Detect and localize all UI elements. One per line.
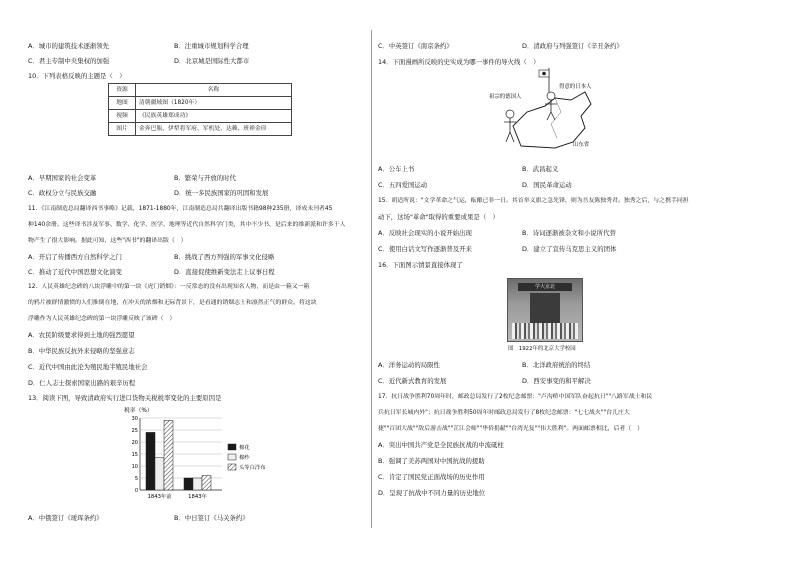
table-cell: 地图 [109, 97, 136, 110]
q10-option-b: B．繁荣与开放的时代 [174, 174, 236, 182]
column-divider [371, 30, 372, 528]
q15-option-a: A．反映社会现实的小说开始出现 [378, 229, 472, 237]
q9-option-a: A．城市的建筑技术逐渐领先 [28, 42, 110, 50]
x-tick-label: 1843年前 [147, 494, 172, 500]
y-tick-label: 10 [131, 464, 138, 470]
y-tick-label: 30 [131, 416, 138, 422]
bar [184, 478, 193, 490]
q16-option-c: C．近代新式教育的发展 [378, 377, 447, 385]
q12-stem-line: 12．人民英雄纪念碑的八块浮雕中的第一块《虎门销烟》：一反常态的没有出现知名人物，而是由一箱又一箱 [28, 284, 310, 290]
q9-option-c: C．君主专制中央集权的加强 [28, 57, 110, 65]
q13-stem: 13．阅读下图，导致清政府实行进口货物关税税率变化的主要原因是 [28, 394, 222, 402]
photo-sign [518, 283, 572, 291]
q15-option-c: C．使用白话文写作逐渐普及开来 [378, 245, 472, 253]
table-cell: 视频 [109, 110, 136, 123]
q17-stem-line: 兵抗日军长城内外"；抗日战争胜利50周年时邮政总局发行了8枚纪念邮票："七七战火""台儿庄大 [378, 410, 630, 416]
table-row [109, 123, 292, 136]
cartoon-label-japanese: 得意的日本人 [559, 84, 592, 90]
q16-stem: 16．下面图示情景直接体现了 [378, 261, 463, 269]
x-tick-label: 1843年 [188, 494, 207, 500]
peking-university-photo [507, 278, 583, 342]
q9-option-b: B．注重城市规划科学合理 [174, 42, 249, 50]
table-header-cell: 资源 [109, 84, 136, 97]
q12-stem-line: 浮雕作为人民英雄纪念碑的第一块浮雕反映了该碑（ ） [28, 316, 176, 322]
table-cell: 清朝疆域图（1820年） [136, 97, 292, 110]
q17-stem-line: 捷""百团大战""敌后游击战""芷江会师""华侨捐献""台湾光复""伟大胜利"。两面邮票相比，后者（ ） [378, 426, 643, 432]
table-cell: 金奔巴瓶、伊犁将军府、军机处、达赖、班禅金印 [136, 123, 292, 136]
q16-option-b: B．北洋政府统治的终结 [522, 361, 591, 369]
q14-option-b: B．武昌起义 [522, 165, 559, 173]
q9-option-d: D．北京城是国际性大都市 [174, 57, 250, 65]
photo-sign-text: 学大京北 [534, 284, 555, 290]
table-row [109, 110, 292, 123]
cartoon-label-german: 祖宗的德国人 [489, 94, 522, 100]
y-tick-label: 5 [134, 476, 138, 482]
q10-stem: 10．下列表格反映的主题是（ ） [28, 72, 126, 80]
q11-option-a: A．开启了传播西方自然科学之门 [28, 253, 122, 261]
q15-stem-line: 15．胡适所说："文学革命之气运，酝酿已非一日。其首举义旗之急先锋，则为吾友陈独秀君。独秀之后，与之携手同担 [378, 198, 689, 204]
q12-option-d: D．仁人志士探索国家出路的艰辛历程 [28, 379, 136, 387]
photo-caption: 图 1922年的北京大学校园 [508, 346, 576, 352]
table-row [109, 84, 292, 97]
q10-option-a: A．早期国家的社会变革 [28, 174, 97, 182]
bar [193, 478, 202, 490]
y-tick-label: 0 [134, 488, 138, 494]
legend-label: 棉花 [239, 445, 250, 451]
q11-option-b: B．挑战了西方列强的军事文化侵略 [174, 253, 275, 261]
q12-option-c: C．近代中国由此沦为殖民地半殖民地社会 [28, 363, 148, 371]
bar [202, 476, 211, 490]
q11-stem-line: 种140余册。这些译书涉及军事、数学、化学、医学、地理等近代自然科学门类，其中不少书，是后来的维新派和许多干人 [28, 222, 346, 228]
bar [155, 458, 164, 490]
q11-stem-line: 11．《江南制造总局翻译西书事略》记载，1871-1880年，江南制造总局共翻译出版书籍98种235册，译成未刊者45 [28, 206, 333, 212]
q17-stem-line: 17．抗日战争胜利70周年时，邮政总局发行了2枚纪念邮票："卢沟桥中国军队奋起抗日""八路军战士和民 [378, 394, 653, 400]
q11-option-d: D．直接促使维新变法走上议事日程 [174, 268, 275, 276]
bar [146, 432, 155, 490]
q16-option-a: A．洋务运动的局限性 [378, 361, 440, 369]
q14-option-d: D．国民革命运动 [522, 181, 572, 189]
q15-stem-line: 动下，这场"革命"取得的重要成果是（ ） [378, 213, 499, 221]
q13-option-d: D．清政府与列强签订《辛丑条约》 [522, 42, 623, 50]
cartoon-illustration [485, 68, 610, 152]
q11-stem-line: 物产生了很大影响。据此可知，这些"西书"的翻译出版（ ） [28, 238, 187, 244]
table-row [109, 97, 292, 110]
y-tick-label: 15 [131, 452, 138, 458]
bar [164, 420, 173, 490]
q15-option-b: B．诗词逐渐被杂文和小说所代替 [522, 229, 616, 237]
q10-source-table [108, 83, 292, 136]
q11-option-c: C．推动了近代中国思想文化演变 [28, 268, 122, 276]
q16-option-d: D．西安事变的和平解决 [522, 377, 591, 385]
photo-gate [530, 293, 560, 327]
photo-crowd [512, 323, 578, 339]
cartoon-label-shandong: 山东省 [573, 142, 590, 148]
y-tick-label: 20 [131, 440, 138, 446]
q17-option-b: B．强调了美苏两国对中国抗战的援助 [378, 457, 485, 465]
q12-stem-line: 的鸦片被群情激愤的人们推倒在地，在冲天的浓烟和无际背景下，是看通的销烟志士和凛然正气的群众。将这块 [28, 300, 317, 306]
q10-option-c: C．政权分立与民族交融 [28, 189, 97, 197]
legend-label: 棉纱 [239, 455, 250, 461]
q17-option-a: A．突出中国共产党是全民族抗战的中流砥柱 [378, 441, 504, 449]
legend-swatch [228, 454, 236, 460]
y-tick-label: 25 [131, 428, 138, 434]
table-header-cell: 名称 [136, 84, 292, 97]
q17-option-d: D．呈现了抗战中不同力量的历史地位 [378, 489, 486, 497]
q14-stem: 14．下面漫画所反映的史实成为哪一事件的导火线（ ） [378, 58, 540, 66]
q10-option-d: D．统一多民族国家的巩固和发展 [174, 189, 269, 197]
q13-option-c: C．中英签订《南京条约》 [378, 42, 453, 50]
q15-option-d: D．建立了宣传马克思主义的团体 [522, 245, 617, 253]
q12-option-a: A．农民阶级要求得到土地的强烈愿望 [28, 331, 135, 339]
table-cell: 《民族英雄郑成功》 [136, 110, 292, 123]
q12-option-b: B．中华民族反抗外来侵略的坚强意志 [28, 347, 135, 355]
legend-swatch [228, 444, 236, 450]
q13-option-b: B．中日签订《马关条约》 [174, 514, 249, 522]
legend-swatch [228, 464, 236, 470]
q13-option-a: A．中俄签订《瑷珲条约》 [28, 514, 103, 522]
q17-option-c: C．肯定了国民党正面战场的历史作用 [378, 473, 485, 481]
q14-option-a: A．公车上书 [378, 165, 415, 173]
y-axis-label: 税率（%） [124, 408, 153, 414]
tariff-bar-chart [122, 404, 272, 500]
q14-option-c: C．五四爱国运动 [378, 181, 428, 189]
table-cell: 图片 [109, 123, 136, 136]
legend-label: 头等白洋布 [239, 465, 266, 471]
